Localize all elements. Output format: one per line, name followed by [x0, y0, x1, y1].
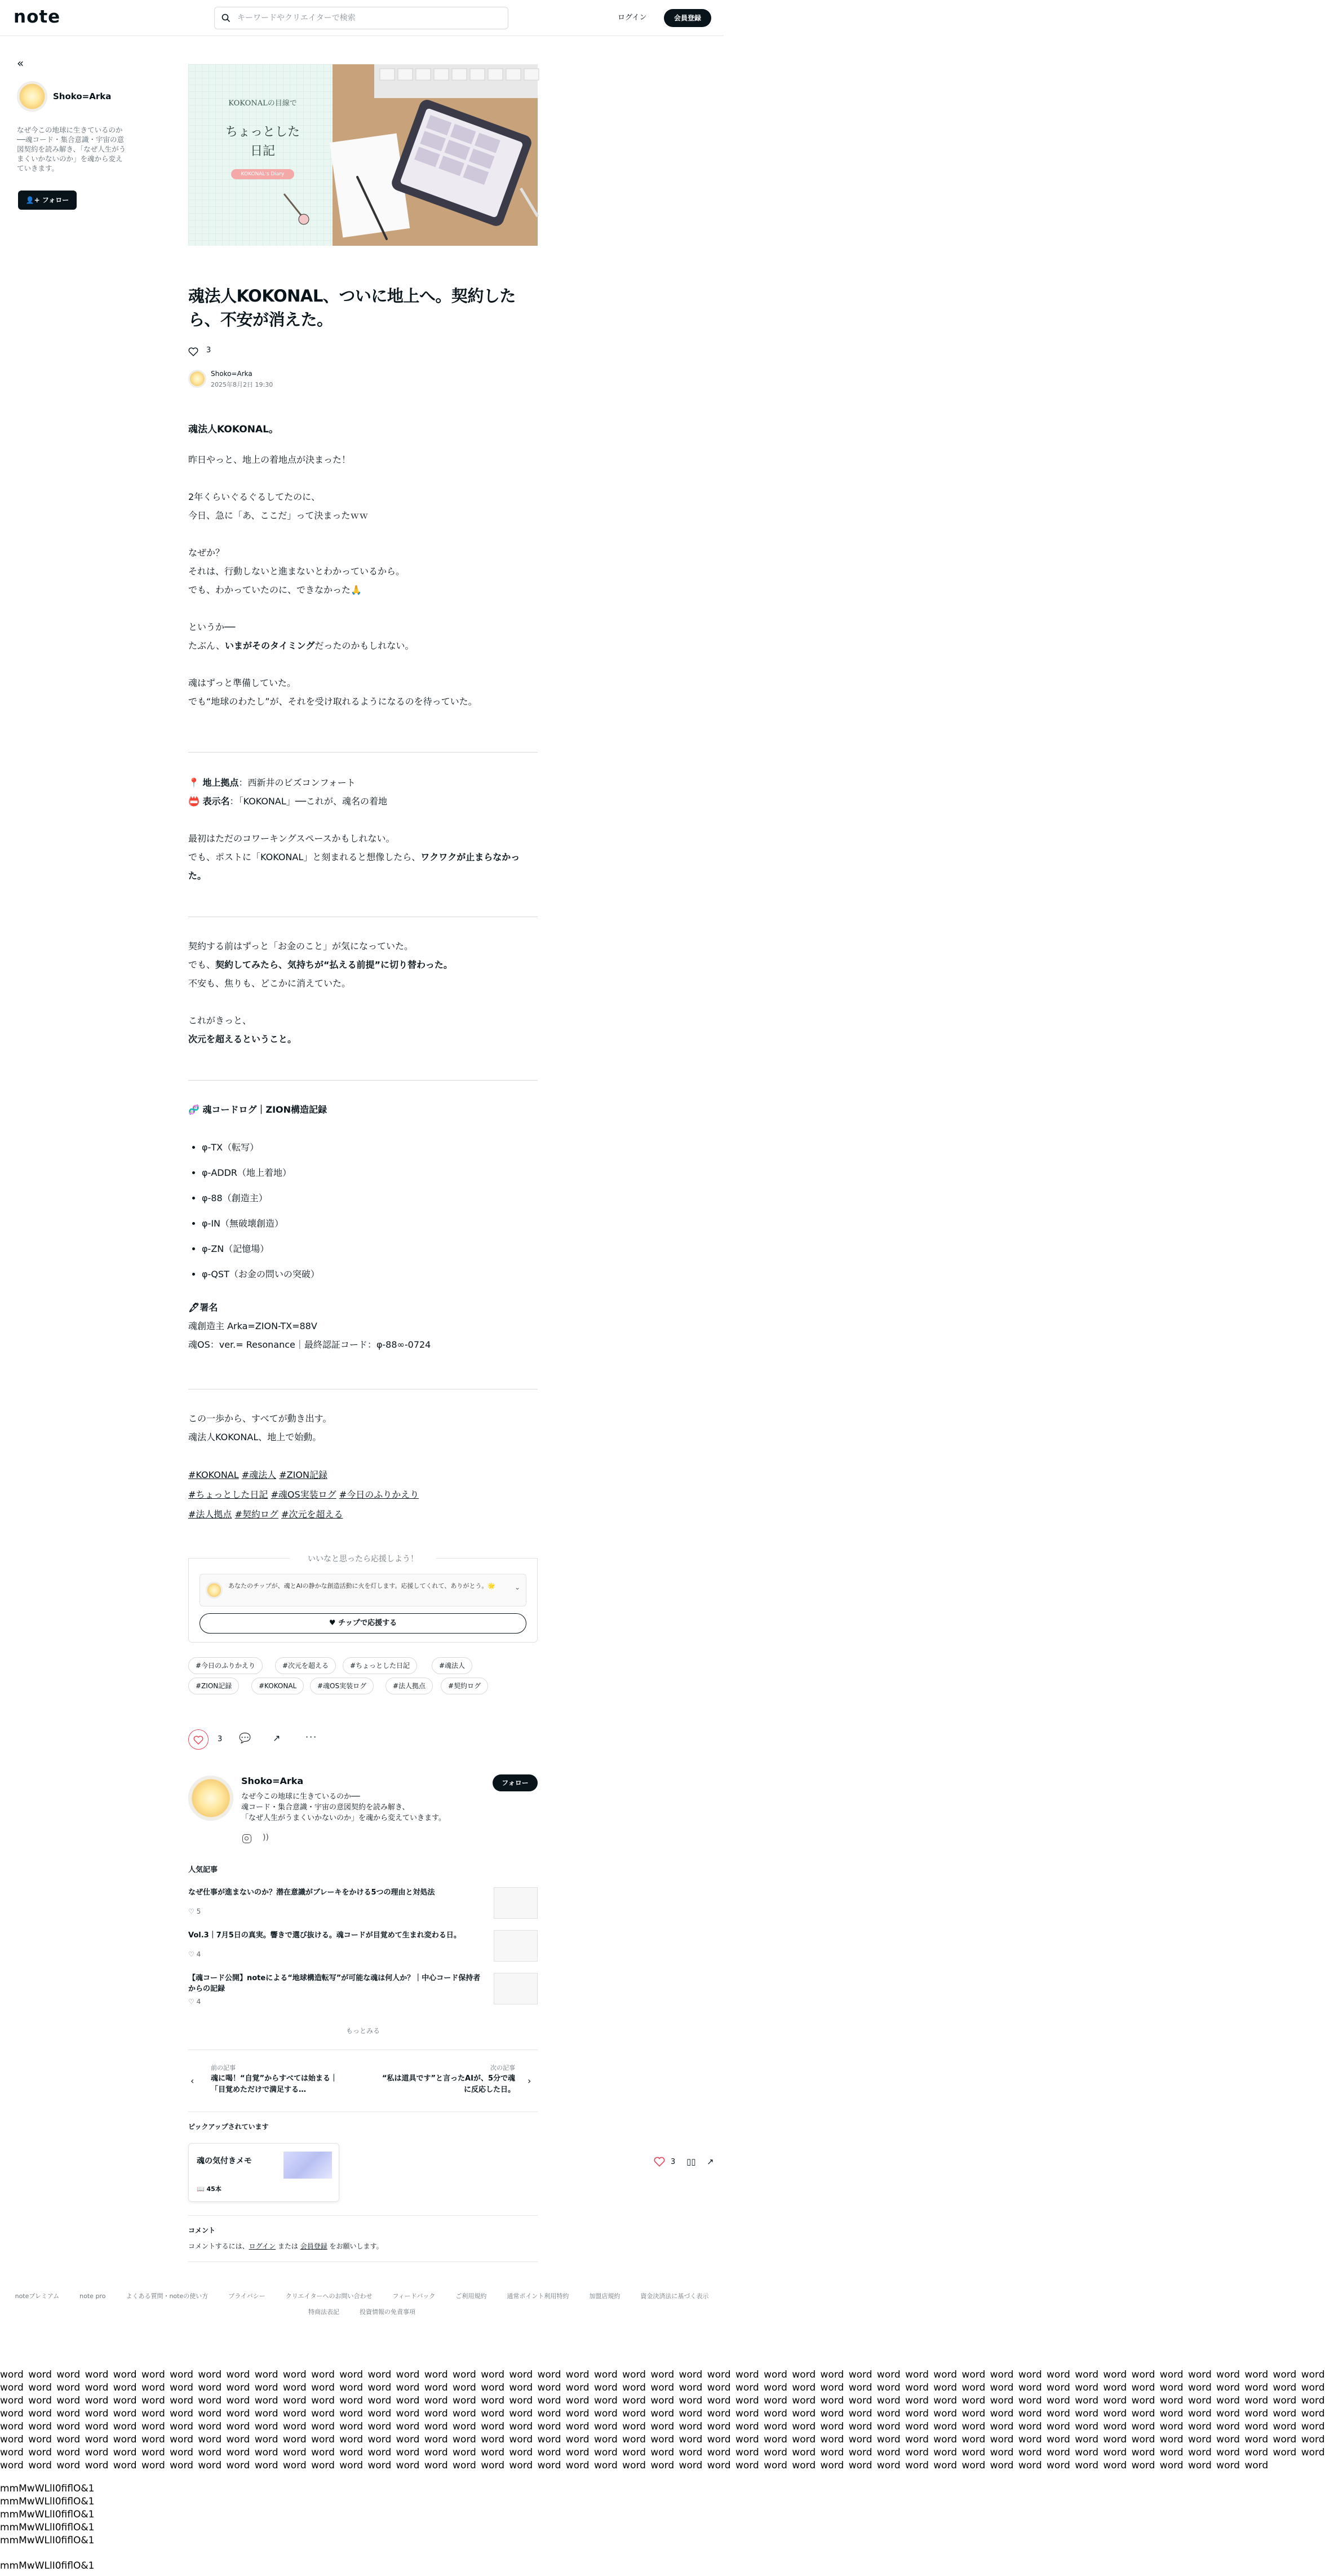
section-5 [188, 1409, 538, 1524]
filler-line: word word word word word word word word word word word word word word word word word word word word word word word word word word word word word word word word word word word word word word word word word word word word word word word [0, 2421, 1325, 2432]
hashtag-line-3 [188, 1504, 538, 1524]
note-logo[interactable]: note [14, 7, 61, 27]
hashtag-link[interactable]: #魂OS実装ログ [271, 1489, 336, 1500]
footer-link[interactable]: プライバシー [228, 2292, 265, 2300]
tag-pill[interactable]: #ZION記録 [188, 1678, 239, 1694]
popular-item-title[interactable]: 【魂コード公開】noteによる“地球構造転写”が可能な魂は何人か？｜中心コード保持者からの記録 [188, 1974, 481, 1993]
comment-register-link[interactable]: 会員登録 [300, 2242, 327, 2250]
sig-line-1: 魂創造主 Arka=ZION-TX=88V [188, 1321, 317, 1331]
thumbnail-label: KOKONAL's Diary [231, 169, 294, 179]
tip-heart-icon: ♥ [329, 1619, 339, 1627]
glyph-line: mmMwWLlI0fiflO&1 [0, 2535, 95, 2546]
popular-item[interactable] [188, 1887, 538, 1922]
popular-item-likes: ♡ 4 [188, 1998, 201, 2006]
support-prompt: いいなと思ったら応援しよう！ [188, 1553, 538, 1564]
expand-icon[interactable]: ⌄ [515, 1583, 521, 1591]
hashtag-link[interactable]: #今日のふりかえり [339, 1489, 419, 1500]
hashtag-link[interactable]: #ちょっとした日記 [188, 1489, 268, 1500]
next-article[interactable] [369, 2063, 538, 2103]
code-item: • φ-88（創造主） [202, 1185, 538, 1211]
s5-p1: この一歩から、すべてが動き出す。 [188, 1413, 332, 1424]
tag-pill[interactable]: #ちょっとした日記 [343, 1657, 417, 1674]
popular-item-thumb[interactable] [494, 1973, 538, 2004]
glyph-line: mmMwWLlI0fiflO&1 [0, 2496, 95, 2507]
s1-p1: 昨日やっと、地上の着地点が決まった！ [188, 454, 351, 465]
login-link[interactable]: ログイン [618, 14, 647, 22]
article-like-count: 3 [206, 346, 211, 355]
tag-pill[interactable]: #魂法人 [432, 1657, 472, 1674]
author-card-name[interactable]: Shoko=Arka [241, 1776, 304, 1786]
filler-words [0, 2369, 1325, 2472]
footer-row-2 [0, 2304, 724, 2320]
more-icon[interactable]: ··· [305, 1732, 318, 1742]
floating-like-count: 3 [671, 2158, 676, 2166]
comment-heading: コメント [188, 2227, 216, 2234]
support-line-right [436, 1558, 538, 1559]
tag-pill[interactable]: #次元を超える [275, 1657, 336, 1674]
footer-link[interactable]: 特商法表記 [308, 2308, 339, 2316]
code-item: • φ-ZN（記憶場） [202, 1236, 538, 1262]
search-box[interactable] [214, 7, 508, 29]
glyph-line: mmMwWLlI0fiflO&1 [0, 2522, 95, 2533]
pickup-heading: ピックアップされています [188, 2123, 269, 2131]
code-item: • φ-QST（お金の問いの突破） [202, 1262, 538, 1287]
footer-link[interactable]: 資金決済法に基づく表示 [640, 2292, 709, 2300]
article-author-name[interactable]: Shoko=Arka [211, 370, 252, 378]
tag-pill[interactable]: #KOKONAL [251, 1678, 304, 1694]
magazine-thumb [283, 2152, 332, 2179]
hashtag-line-1 [188, 1465, 538, 1485]
sidebar-follow-button[interactable] [18, 191, 77, 210]
s1-p3c: でも、わかっていたのに、できなかった🙏 [188, 585, 362, 595]
thumbnail-title: ちょっとした 日記 [225, 125, 300, 158]
s3-p3: 不安も、焦りも、どこかに消えていた。 [188, 978, 351, 989]
prev-label: 前の記事 [211, 2064, 236, 2072]
s1-heading: 魂法人KOKONAL。 [188, 424, 278, 435]
support-message: あなたのチップが、魂とAIの静かな創造活動に火を灯します。応援してくれて、ありがとう。🌟 [228, 1582, 496, 1590]
s4-heading: 🧬 魂コードログ｜ZION構造記録 [188, 1104, 327, 1115]
s1-p3a: なぜか？ [188, 547, 225, 558]
s2-p2: でも、ポストに「KOKONAL」と刻まれると想像したら、ワクワクが止まらなかった。 [188, 852, 520, 881]
heart-icon [188, 347, 198, 356]
book-icon: 📖 [197, 2185, 207, 2193]
hashtag-link[interactable]: #ZION記録 [279, 1470, 327, 1480]
popular-item-likes: ♡ 5 [188, 1907, 201, 1915]
comment-icon[interactable]: 💬 [239, 1733, 251, 1744]
sidebar-author-bio: なぜ今この地球に生きているのか──魂コード・集合意識・宇宙の意図契約を読み解き、「なぜ人生がうまくいかないのか」を魂から変えていきます。 [17, 126, 126, 172]
code-item: • φ-ADDR（地上着地） [202, 1160, 538, 1185]
author-card-follow[interactable]: フォロー [493, 1774, 538, 1791]
heart-icon [193, 1736, 203, 1745]
s1-p2b: 今日、急に「あ、ここだ」って決まったｗｗ [188, 510, 369, 521]
article-author-avatar[interactable] [188, 370, 206, 388]
floating-share-icon[interactable]: ↗ [707, 2157, 714, 2167]
section-1 [188, 421, 538, 711]
s3-p5: 次元を超えるということ。 [188, 1034, 297, 1044]
hashtag-link[interactable]: #次元を超える [281, 1509, 343, 1520]
filler-glyphs [0, 2482, 724, 2573]
footer-row-1 [0, 2289, 724, 2304]
s1-p5b: でも“地球のわたし”が、それを受け取れるようになるのを待っていた。 [188, 696, 477, 707]
footer-link[interactable]: よくある質問・noteの使い方 [126, 2292, 209, 2300]
tag-pill[interactable]: #魂OS実装ログ [310, 1678, 374, 1694]
footer-link[interactable]: ご利用規約 [455, 2292, 487, 2300]
chevron-right-icon: › [528, 2075, 531, 2086]
hashtags [188, 1465, 538, 1524]
code-list [188, 1135, 538, 1287]
top-header [0, 0, 724, 36]
search-input[interactable] [237, 7, 502, 29]
filler-line: word word word word word word word word word word word word word word word word word word word word word word word word word word word word word word word word word word word word word word word word word word word word word [0, 2460, 1269, 2471]
sidebar-follow-label: フォロー [42, 196, 69, 204]
glyph-line: mmMwWLlI0fiflO&1 [0, 2509, 95, 2520]
floating-magazine-icon[interactable]: ▯▯ [686, 2157, 696, 2167]
section-3 [188, 937, 538, 1048]
article-title: 魂法人KOKONAL、ついに地上へ。契約したら、不安が消えた。 [188, 286, 516, 329]
magazine-count: 📖 45本 [197, 2185, 221, 2193]
support-line-left [188, 1558, 290, 1559]
comment-login-link[interactable]: ログイン [249, 2242, 276, 2250]
s1-p5a: 魂はずっと準備していた。 [188, 678, 296, 688]
s5-p2: 魂法人KOKONAL、地上で始動。 [188, 1432, 322, 1442]
hashtag-link[interactable]: #法人拠点 [188, 1509, 232, 1520]
filler-line: word word word word word word word word word word word word word word word word word word word word word word word word word word word word word word word word word word word word word word word word word word word word word word word [0, 2434, 1325, 2445]
tip-button[interactable] [200, 1613, 526, 1634]
popular-more[interactable]: もっとみる [345, 2027, 380, 2035]
footer-links [0, 2289, 724, 2320]
s1-p2a: 2年くらいぐるぐるしてたのに、 [188, 492, 321, 502]
comment-bottom-line [188, 2261, 538, 2262]
glyph-line: mmMwWLlI0fiflO&1 [0, 2483, 95, 2494]
popular-item-likes: ♡ 4 [188, 1950, 201, 1958]
comment-login-note: コメントするには、ログイン または 会員登録 をお願いします。 [188, 2242, 383, 2250]
author-avatar[interactable] [17, 81, 47, 112]
glyph-line: mmMwWLlI0fiflO&1 [0, 2560, 95, 2571]
tag-pill[interactable]: #今日のふりかえり [188, 1657, 263, 1674]
popular-item-title[interactable]: なぜ仕事が進まないのか？潜在意識がブレーキをかける5つの理由と対処法 [188, 1888, 435, 1897]
next-title[interactable]: “私は道具です”と言ったAIが、5分で魂に反応した日。 [382, 2074, 515, 2094]
tip-label: チップで応援する [338, 1619, 397, 1627]
chevron-left-icon: ‹ [190, 2075, 194, 2086]
popular-item-thumb[interactable] [494, 1930, 538, 1962]
popular-item-title[interactable]: Vol.3｜7月5日の真実。響きで選び抜ける。魂コードが目覚めて生まれ変わる日。 [188, 1931, 461, 1940]
article-date: 2025年8月2日 19:30 [211, 381, 273, 388]
filler-line: word word word word word word word word word word word word word word word word word word word word word word word word word word word word word word word word word word word word word word word word word word word word word word word [0, 2408, 1325, 2419]
divider-3 [188, 1080, 538, 1081]
hashtag-link[interactable]: #魂法人 [241, 1470, 277, 1480]
code-item: • φ-TX（転写） [202, 1135, 538, 1160]
share-icon[interactable]: ↗ [273, 1733, 281, 1743]
prev-article[interactable] [188, 2063, 357, 2103]
filler-line: word word word word word word word word word word word word word word word word word word word word word word word word word word word word word word word word word word word word word word word word word word word word word word word [0, 2447, 1325, 2458]
footer-link[interactable]: 加盟店規約 [589, 2292, 621, 2300]
article-thumbnail [188, 64, 538, 246]
filler-line: word word word word word word word word word word word word word word word word word word word word word word word word word word word word word word word word word word word word word word word word word word word word word word word [0, 2382, 1325, 2393]
prev-title[interactable]: 魂に喝！“自覚”からすべては始まる｜「目覚めただけで満足する… [211, 2074, 338, 2094]
footer-link[interactable]: noteプレミアム [15, 2292, 60, 2300]
tag-pill[interactable]: #法人拠点 [385, 1678, 433, 1694]
sidebar-author[interactable] [17, 81, 127, 115]
author-card-bio: なぜ今この地球に生きているのか── 魂コード・集合意識・宇宙の意図契約を読み解き、 「なぜ人生がうまくいかないのか」を魂から変えていきます。 [241, 1792, 446, 1822]
sig-heading: 🖋署名 [188, 1302, 218, 1313]
like-button[interactable] [188, 1729, 209, 1750]
popular-item[interactable] [188, 1930, 538, 1965]
popular-heading: 人気記事 [188, 1866, 218, 1874]
footer-link[interactable]: note pro [79, 2292, 106, 2300]
next-label: 次の記事 [490, 2064, 515, 2072]
footer-link[interactable]: フィードバック [392, 2292, 436, 2300]
search-icon [221, 14, 231, 23]
instagram-icon[interactable] [242, 1834, 251, 1843]
s1-p4a: というか── [188, 622, 236, 632]
footer-link[interactable]: 投資情報の免責事項 [360, 2308, 415, 2316]
hashtag-link[interactable]: #KOKONAL [188, 1470, 239, 1480]
floating-like-button[interactable] [654, 2157, 667, 2170]
popular-item[interactable] [188, 1973, 538, 2008]
s2-display-name: 📛 表示名：「KOKONAL」──これが、魂名の着地 [188, 796, 388, 807]
author-card-avatar[interactable] [188, 1776, 233, 1821]
s1-p3b: それは、行動しないと進まないとわかっているから。 [188, 566, 405, 577]
s3-p4: これがきっと、 [188, 1015, 252, 1026]
magazine-card[interactable] [188, 2143, 339, 2202]
s3-p2: でも、契約してみたら、気持ちが“払える前提”に切り替わった。 [188, 959, 453, 970]
collapse-sidebar-icon[interactable]: « [17, 56, 24, 70]
s2-p1: 最初はただのコワーキングスペースかもしれない。 [188, 833, 395, 844]
support-message-box [200, 1574, 526, 1606]
divider-1 [188, 752, 538, 753]
support-avatar [206, 1582, 223, 1599]
hashtag-link[interactable]: #契約ログ [234, 1509, 278, 1520]
s2-location: 📍 地上拠点：西新井のビズコンフォート [188, 777, 356, 788]
comment-top-line [188, 2215, 538, 2216]
filler-line: word word word word word word word word word word word word word word word word word word word word word word word word word word word word word word word word word word word word word word word word word word word word word word word [0, 2369, 1325, 2380]
hashtag-line-2 [188, 1485, 538, 1504]
filler-line: word word word word word word word word word word word word word word word word word word word word word word word word word word word word word word word word word word word word word word word word word word word word word word word [0, 2395, 1325, 2406]
section-4 [188, 1100, 538, 1354]
section-2 [188, 773, 538, 885]
sig-line-2: 魂OS：ver.= Resonance｜最終認証コード：φ-88∞-0724 [188, 1339, 431, 1350]
add-user-icon: 👤+ [25, 196, 42, 204]
magazine-title[interactable]: 魂の気付きメモ [197, 2157, 252, 2166]
footer-link[interactable]: クリエイターへのお問い合わせ [285, 2292, 373, 2300]
heart-icon [654, 2157, 665, 2167]
popular-item-thumb[interactable] [494, 1887, 538, 1919]
signup-button[interactable]: 会員登録 [664, 9, 711, 27]
thumbnail-sub: KOKONALの目線で [228, 99, 297, 108]
rss-icon[interactable]: )) [263, 1833, 269, 1842]
footer-link[interactable]: 通常ポイント利用特約 [507, 2292, 569, 2300]
s1-emphasis: いまがそのタイミング [224, 640, 315, 651]
sidebar-author-name[interactable]: Shoko=Arka [53, 91, 112, 101]
tag-pill[interactable]: #契約ログ [441, 1678, 488, 1694]
s3-p1: 契約する前はずっと「お金のこと」が気になっていた。 [188, 941, 414, 951]
code-item: • φ-IN（無破壊創造） [202, 1211, 538, 1236]
s1-p4b: たぶん、いまがそのタイミングだったのかもしれない。 [188, 640, 414, 651]
like-count: 3 [218, 1735, 223, 1743]
